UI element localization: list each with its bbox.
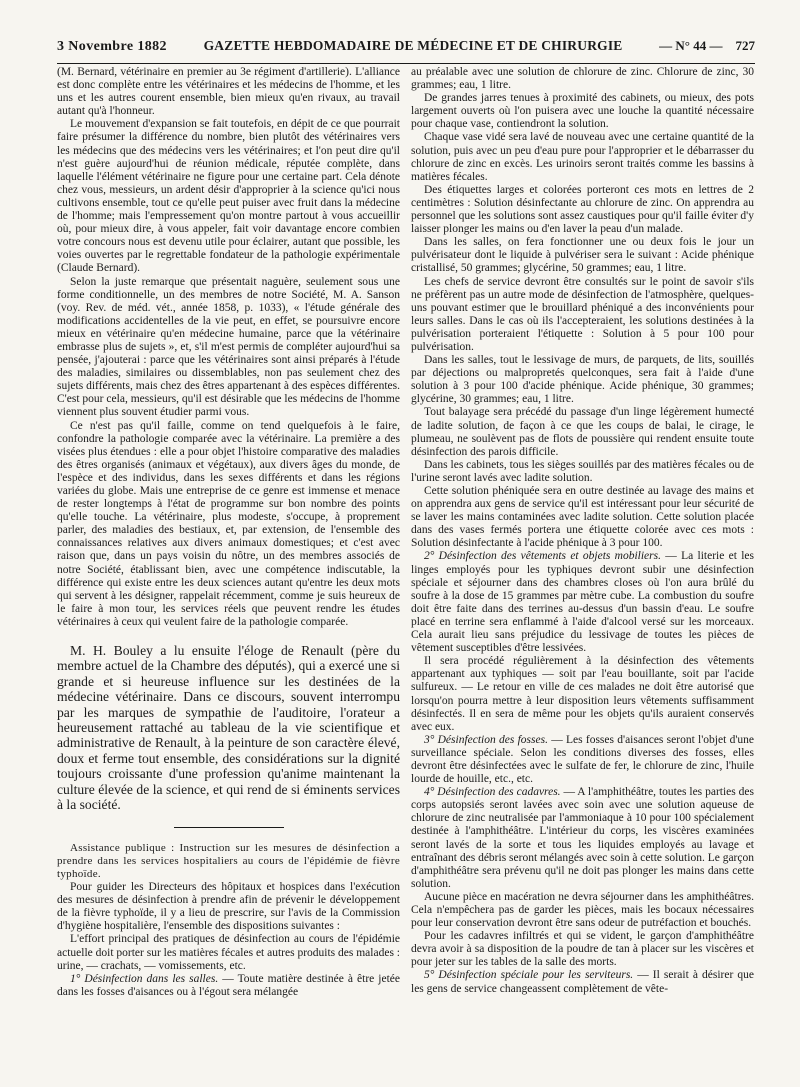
paragraph: 5° Désinfection spéciale pour les serviteurs. — Il serait à désirer que les gens de service changeassent complètement de vête- — [411, 969, 754, 995]
paragraph: 1° Désinfection dans les salles. — Toute matière destinée à être jetée dans les fosses d'aisances ou à l'égout sera mélangée — [57, 972, 400, 998]
paragraph: Selon la juste remarque que présentait naguère, seulement sous une forme conditionnelle, un des membres de notre Société, M. A. Sanson (voy. Rev. de méd. vét., année 1858, p. 1033), « l'étude générale des modifications accidentelles de la vie peut, en effet, se poursuivre encore mieux en vétérinaire qu'en médecine humaine, parce que la vétérinaire embrasse plus de sujets », et, s'il m'est permis de compléter aujourd'hui sa pensée, j'ajouterai : parce que les vétérinaires sont ainsi préparés à l'étude des maladies, similaires ou dissemblables, non pas seulement chez des sujets différents, mais chez des êtres appartenant à des espèces différentes. C'est pour cela, messieurs, qu'il est désirable que les médecins de l'homme viennent plus souvent étudier parmi vous. — [57, 275, 400, 419]
paragraph: Aucune pièce en macération ne devra séjourner dans les amphithéâtres. Cela n'empêchera pas de garder les pièces, mais les bocaux nécessaires pour leur conservation devront être sans odeur de putréfaction et bouchés. — [411, 890, 754, 930]
paragraph: Cette solution phéniquée sera en outre destinée au lavage des mains et on apprendra aux gens de service qu'il est intéressant pour leur sécurité de se laver les mains contaminées avec ladite solution. Cette solution placée dans des vases fermés portera une étiquette colorée avec ces mots : Solution désinfectante à l'acide phénique à 3 pour 100. — [411, 485, 754, 550]
running-header — [57, 38, 755, 62]
paragraph: (M. Bernard, vétérinaire en premier au 3e régiment d'artillerie). L'alliance est donc complète entre les vétérinaires et les médecins de l'homme, et les uns et les autres courent ensemble, bien mieux qu'en rivaux, au travail autant qu'à l'honneur. — [57, 66, 400, 118]
paragraph: Les chefs de service devront être consultés sur le point de savoir s'ils ne préfèrent pas un autre mode de désinfection de l'atmosphère, quelques-uns pouvant estimer que le brouillard phéniqué a des inconvénients pour leurs salles. Dans le cas où ils l'accepteraient, les solutions destinées à la pulvérisation porteraient l'étiquette : Solution à 5 pour 100 pour pulvérisation. — [411, 275, 754, 353]
paragraph: Dans les cabinets, tous les sièges souillés par des matières fécales ou de l'urine seront lavés avec ladite solution. — [411, 458, 754, 484]
header-rule — [57, 63, 755, 64]
paragraph: 2° Désinfection des vêtements et objets mobiliers. — La literie et les linges employés pour les typhiques devront subir une désinfection spéciale et séjourner dans des chambres closes où l'on aura brûlé du soufre à la dose de 15 grammes par mètre cube. La combustion du soufre doit être faite dans des terrines au-dessus d'un bassin d'eau. Le soufre placé en terrine sera enflammé à l'aide d'alcool versé sur les morceaux. Cela aurait lieu sans préjudice du lessivage de toutes les pièces de vêtement susceptibles d'être lessivées. — [411, 550, 754, 655]
journal-title: GAZETTE HEBDOMADAIRE DE MÉDECINE ET DE CHIRURGIE — [203, 38, 623, 53]
paragraph: Pour les cadavres infiltrés et qui se vident, le garçon d'amphithéâtre devra avoir à sa disposition de la poudre de tan à placer sur les viscères et pour jeter sur les tables de la salle des morts. — [411, 930, 754, 969]
bouley-paragraph-block — [57, 643, 400, 812]
section-heading: Assistance publique : Instruction sur les mesures de désinfection a prendre dans les services hospitaliers au cours de l'épidémie de fièvre typhoïde. — [57, 841, 400, 880]
left-column — [57, 66, 400, 1078]
paragraph: 4° Désinfection des cadavres. — A l'amphithéâtre, toutes les parties des corps autopsiés seront lavées avec soin avec une solution aqueuse de chlorure de zinc neutralisée par l'ammoniaque à 10 pour 100 spécialement destinée à l'amphithéâtre. L'intérieur du corps, les viscères examinées seront lavés de la sorte et tous les liquides employés au lavage et entraînant des débris seront mélangés avec soin à cette solution. Le garçon d'amphithéâtre sera prévenu qu'il ne doit pas plonger les mains dans cette solution. — [411, 786, 754, 890]
section-divider — [174, 827, 284, 828]
paragraph: Ce n'est pas qu'il faille, comme on tend quelquefois à le faire, confondre la pathologie comparée avec la vétérinaire. La première a des visées plus étendues : elle a pour objet l'histoire comparative des maladies des êtres organisés (animaux et végétaux), aux divers âges du monde, de l'espèce et des individus, dans les sexes différents et dans les régions variées du globe. Mais une entreprise de ce genre est immense et menace de rester longtemps à l'état de programme sur bon nombre des points qu'elle touche. La vétérinaire, plus modeste, s'occupe, à proprement parler, des maladies des bestiaux, et, par extension, de l'ensemble des connaissances relatives aux divers animaux domestiques; et c'est avec raison que, dans un pays voisin du nôtre, un des membres associés de notre Société, établissant bien, avec une compétence indiscutable, la différence qui existe entre les deux sciences autant qu'entre les deux mots qui servent à les désigner, rappelait récemment, comme je suis heureux de le faire à mon tour, les services réels que peuvent rendre les études vétérinaires à ceux qui veulent faire de la pathologie comparée. — [57, 419, 400, 628]
paragraph: Pour guider les Directeurs des hôpitaux et hospices dans l'exécution des mesures de désinfection à prendre afin de prévenir le développement de la fièvre typhoïde, il y a lieu de prescrire, sur l'avis de la Commission d'hygiène hospitalière, l'ensemble des dispositions suivantes : — [57, 881, 400, 933]
paragraph: Le mouvement d'expansion se fait toutefois, en dépit de ce que pourrait faire présumer la différence du nombre, bien plutôt des vétérinaires vers les médecins que des médecins vers les vétérinaires; et l'on peut dire qu'il n'est guère aujourd'hui de réunion médicale, réputée complète, dans laquelle l'élément vétérinaire ne figure pour une certaine part. Cela dénote chez vous, messieurs, un ardent désir d'approprier à la science qu'ici nous cultivons ensemble, tout ce qu'elle peut puiser avec fruit dans la médecine de l'homme; mais l'empressement qu'on montre partout à vous accueillir où, pour mieux dire, à vous appeler, fait voir davantage encore combien votre concours nous est devenu utile pour éclairer, autant que possible, les voies ouvertes par le regrettable fondateur de la pathologie expérimentale (Claude Bernard). — [57, 118, 400, 275]
paragraph: 3° Désinfection des fosses. — Les fosses d'aisances seront l'objet d'une surveillance spéciale. Selon les conditions diverses des fosses, elles devront être désinfectées avec le sulfate de fer, le chlorure de zinc, l'huile lourde de houille, etc., etc. — [411, 733, 754, 786]
paragraph: Dans les salles, on fera fonctionner une ou deux fois le jour un pulvérisateur dont le liquide à pulvériser sera le suivant : Acide phénique cristallisé, 50 grammes; glycérine, 50 grammes; eau, 1 litre. — [411, 236, 754, 275]
paragraph: De grandes jarres tenues à proximité des cabinets, ou mieux, des pots largement ouverts où l'on puisera avec une louche la quantité nécessaire pour chaque vase, contiendront la solution. — [411, 92, 754, 131]
paragraph: Chaque vase vidé sera lavé de nouveau avec une certaine quantité de la solution, puis avec un peu d'eau pure pour l'approprier et le débarrasser du chlorure de zinc en excès. Les urinoirs seront traités comme les bassins à matières fécales. — [411, 131, 754, 183]
paragraph: Tout balayage sera précédé du passage d'un linge légèrement humecté de ladite solution, de façon à ce que les coups de balai, le cirage, le plumeau, ne soulèvent pas de flots de poussière qui rendent ensuite toute désinfection des parois difficile. — [411, 406, 754, 458]
paragraph: L'effort principal des pratiques de désinfection au cours de l'épidémie actuelle doit porter sur les matières fécales et autres produits des malades : urine, — crachats, — vomissements, etc. — [57, 933, 400, 972]
paragraph: au préalable avec une solution de chlorure de zinc. Chlorure de zinc, 30 grammes; eau, 1 litre. — [411, 66, 754, 92]
paragraph: M. H. Bouley a lu ensuite l'éloge de Renault (père du membre actuel de la Chambre des députés), qui a exercé une si grande et si heureuse influence sur les destinées de la médecine vétérinaire. Dans ce discours, souvent interrompu par les marques de sympathie de l'auditoire, l'orateur a heureusement rattaché au tableau de la vie scientifique et administrative de Renault, à la peinture de son caractère élevé, doux et ferme tout ensemble, des considérations sur la dignité toujours croissante d'une profession qu'anime maintenant la culture élevée de la science, et qui rend de si éminents services à la société. — [57, 643, 400, 813]
issue-number: — N° 44 — 727 — [659, 38, 755, 53]
paragraph: Dans les salles, tout le lessivage de murs, de parquets, de lits, souillés par déjections ou malpropretés quelconques, sera fait à l'aide d'une solution à 3 pour 100 d'acide phénique. Acide phénique, 30 grammes; glycérine, 30 grammes; eau, 1 litre. — [411, 354, 754, 406]
paragraph: Il sera procédé régulièrement à la désinfection des vêtements appartenant aux typhiques — soit par l'eau bouillante, soit par l'acide sulfureux. — Le retour en ville de ces malades ne doit être autorisé que lorsqu'on pourra mettre à leur disposition leurs vêtements suffisamment désinfectés. Il en sera de même pour les objets qu'ils auraient conservés avec eux. — [411, 655, 754, 733]
issue-date: 3 Novembre 1882 — [57, 39, 167, 54]
paragraph: Des étiquettes larges et colorées porteront ces mots en lettres de 2 centimètres : Solution désinfectante au chlorure de zinc. On apprendra au personnel que les solutions sont assez caustiques pour qu'il faille éviter d'y laisser plonger les mains ou d'en laver la peau d'un malade. — [411, 183, 754, 236]
right-column — [411, 66, 754, 1078]
page-number: 727 — [735, 38, 755, 53]
